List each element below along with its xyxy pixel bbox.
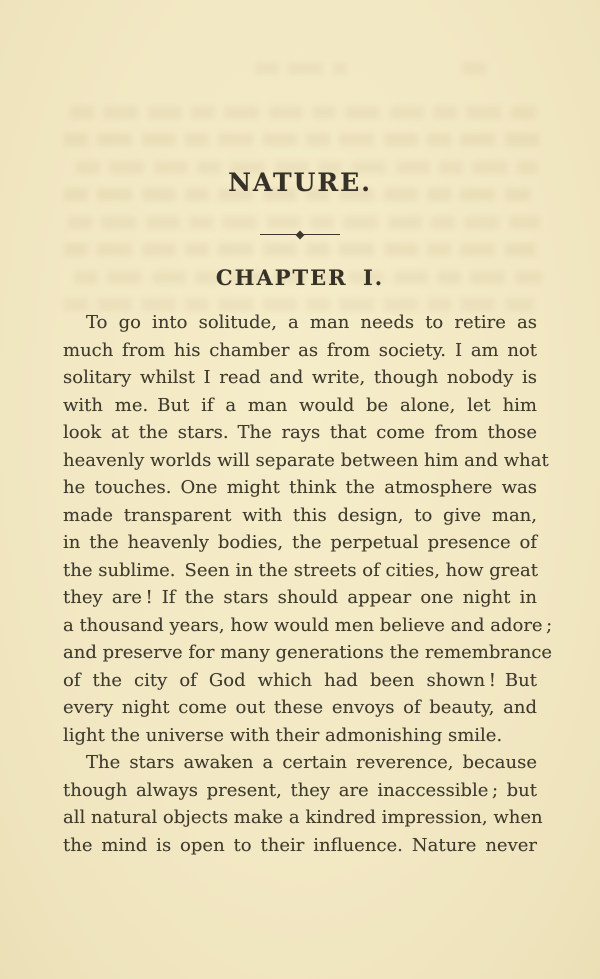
ghost-page-number-artifact: [462, 62, 488, 75]
text-line: every night come out these envoys of beauty, and: [63, 697, 537, 718]
text-line: a thousand years, how would men believe and adore ;: [63, 614, 553, 636]
text-line: much from his chamber as from society. I am not: [63, 339, 537, 361]
text-line: they are ! If the stars should appear one night in: [63, 587, 537, 608]
text-line: he touches. One might think the atmosphere was: [63, 477, 537, 498]
text-line: light the universe with their admonishing smile.: [63, 724, 503, 746]
ghost-line-artifact: [64, 133, 542, 146]
body-text: [63, 309, 553, 859]
text-line: look at the stars. The rays that come from those: [63, 422, 537, 443]
text-line: To go into solitude, a man needs to retire as: [86, 312, 537, 333]
text-line: The stars awaken a certain reverence, because: [86, 752, 537, 773]
text-line: solitary whilst I read and write, though nobody is: [63, 367, 537, 388]
text-line: made transparent with this design, to give man,: [63, 504, 537, 526]
text-line: in the heavenly bodies, the perpetual presence of: [63, 532, 537, 553]
rule-right: [302, 234, 340, 236]
page-title: NATURE.: [228, 168, 372, 197]
text-line: of the city of God which had been shown ! But: [63, 669, 537, 691]
text-line: all natural objects make a kindred impression, when: [63, 807, 543, 828]
printed-content: [63, 168, 553, 859]
ghost-line-artifact: [70, 106, 536, 119]
text-line: heavenly worlds will separate between him and what: [63, 449, 549, 471]
text-line: though always present, they are inaccessible ; but: [63, 779, 537, 801]
text-line: with me. But if a man would be alone, let him: [63, 394, 537, 416]
ghost-header-artifact: [255, 62, 347, 75]
chapter-heading: CHAPTER I.: [215, 265, 385, 290]
diamond-ornament-icon: [296, 230, 305, 239]
text-line: the mind is open to their influence. Nature never: [63, 834, 537, 856]
rule-left: [260, 234, 298, 236]
text-line: and preserve for many generations the remembrance: [63, 642, 553, 663]
ornamental-divider: [260, 230, 340, 239]
text-line: the sublime. Seen in the streets of cities, how great: [63, 559, 538, 581]
